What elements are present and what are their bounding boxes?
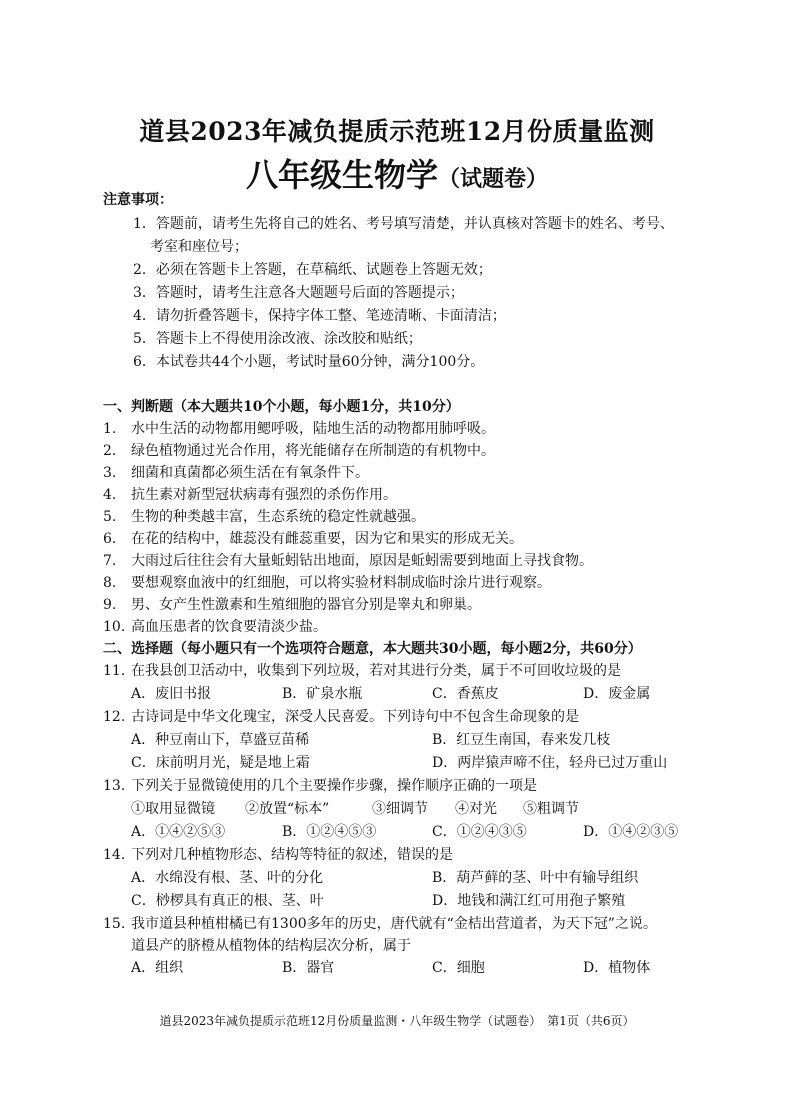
question-text: 下列关于显微镜使用的几个主要操作步骤，操作顺序正确的一项是 <box>131 778 537 794</box>
option-a: A．水绵没有根、茎、叶的分化 <box>131 870 324 886</box>
note-item: 3．答题时，请考生注意各大题题号后面的答题提示； <box>133 285 464 301</box>
question-number: 1. <box>103 421 117 437</box>
question <box>103 845 453 865</box>
question <box>103 507 425 527</box>
question <box>103 485 397 505</box>
question <box>103 529 523 549</box>
note-item: 4．请勿折叠答题卡，保持字体工整、笔迹清晰、卡面清洁； <box>133 308 506 324</box>
note-item: 考室和座位号； <box>150 239 248 255</box>
question-number: 5. <box>103 509 117 525</box>
option-a: A．①④②⑤③ <box>131 824 226 840</box>
option-c: C．细胞 <box>432 960 485 976</box>
option-c: C．桫椤具有真正的根、茎、叶 <box>131 893 324 909</box>
question-number: 13. <box>103 778 126 794</box>
step: ③细调节 <box>372 801 428 817</box>
note-item: 6．本试卷共44个小题，考试时量60分钟，满分100分。 <box>133 354 485 370</box>
option-d: D．①④②③⑤ <box>583 824 679 840</box>
option-b: B．葫芦藓的茎、叶中有输导组织 <box>432 870 639 886</box>
question-text: 抗生素对新型冠状病毒有强烈的杀伤作用。 <box>131 487 397 503</box>
question <box>103 776 537 796</box>
question-text: 细菌和真菌都必须生活在有氧条件下。 <box>131 465 369 481</box>
step: ⑤粗调节 <box>523 801 579 817</box>
question-text: 高血压患者的饮食要清淡少盐。 <box>131 619 327 635</box>
exam-title: 道县2023年减负提质示范班12月份质量监测 <box>139 117 655 146</box>
note-item: 1．答题前，请考生先将自己的姓名、考号填写清楚，并认真核对答题卡的姓名、考号、 <box>133 216 674 232</box>
question-number: 11. <box>103 663 126 679</box>
option-b: B．红豆生南国，春来发几枝 <box>432 732 611 748</box>
question-number: 9. <box>103 597 117 613</box>
step: ②放置“标本” <box>245 801 330 817</box>
question <box>103 551 593 571</box>
question <box>103 707 579 727</box>
option-b: B．矿泉水瓶 <box>282 686 363 702</box>
subject-name: 八年级生物学 <box>245 156 438 194</box>
question-text: 下列对几种植物形态、结构等特征的叙述，错误的是 <box>131 847 453 863</box>
question <box>103 419 495 439</box>
question-number: 10. <box>103 619 126 635</box>
section-heading: 一、判断题（本大题共10个小题，每小题1分，共10分） <box>103 399 460 415</box>
question-text: 男、女产生性激素和生殖细胞的器官分别是睾丸和卵巢。 <box>131 597 481 613</box>
option-a: A．废旧书报 <box>131 686 212 702</box>
question-number: 8. <box>103 575 117 591</box>
question-number: 2. <box>103 443 117 459</box>
notes-heading: 注意事项： <box>103 192 173 208</box>
option-d: D．废金属 <box>583 686 651 702</box>
question-text: 古诗词是中华文化瑰宝，深受人民喜爱。下列诗句中不包含生命现象的是 <box>131 709 579 725</box>
question-text: 大雨过后往往会有大量蚯蚓钻出地面，原因是蚯蚓需要到地面上寻找食物。 <box>131 553 593 569</box>
question <box>103 595 481 615</box>
question-text: 我市道县种植柑橘已有1300多年的历史，唐代就有“金桔出营道者，为天下冠”之说。 <box>131 916 657 932</box>
paper-type: （试题卷） <box>438 166 549 192</box>
option-b: B．①②④⑤③ <box>282 824 377 840</box>
note-item: 2．必须在答题卡上答题，在草稿纸、试题卷上答题无效； <box>133 262 492 278</box>
question <box>103 573 551 593</box>
option-a: A．组织 <box>131 960 184 976</box>
question-number: 12. <box>103 709 126 725</box>
question-text: 生物的种类越丰富，生态系统的稳定性就越强。 <box>131 509 425 525</box>
option-c: C．床前明月光，疑是地上霜 <box>131 755 310 771</box>
question <box>103 617 327 637</box>
question <box>103 441 495 461</box>
question-text: 在花的结构中，雄蕊没有雌蕊重要，因为它和果实的形成无关。 <box>131 531 523 547</box>
option-c: C．香蕉皮 <box>432 686 499 702</box>
option-b: B．器官 <box>282 960 335 976</box>
step: ①取用显微镜 <box>131 801 215 817</box>
question <box>103 914 657 934</box>
question-number: 7. <box>103 553 117 569</box>
question-text: 水中生活的动物都用鳃呼吸，陆地生活的动物都用肺呼吸。 <box>131 421 495 437</box>
step: ④对光 <box>455 801 497 817</box>
question-number: 14. <box>103 847 126 863</box>
question-number: 6. <box>103 531 117 547</box>
question-text: 绿色植物通过光合作用，将光能储存在所制造的有机物中。 <box>131 443 495 459</box>
question-number: 3. <box>103 465 117 481</box>
question <box>103 661 621 681</box>
option-c: C．①②④③⑤ <box>432 824 527 840</box>
question-number: 15. <box>103 916 126 932</box>
question-text: 在我县创卫活动中，收集到下列垃圾，若对其进行分类，属于不可回收垃圾的是 <box>131 663 621 679</box>
option-d: D．地钱和满江红可用孢子繁殖 <box>432 893 626 909</box>
option-d: D．植物体 <box>583 960 651 976</box>
option-d: D．两岸猿声啼不住，轻舟已过万重山 <box>432 755 668 771</box>
note-item: 5．答题卡上不得使用涂改液、涂改胶和贴纸； <box>133 331 422 347</box>
question-text-continued: 道县产的脐橙从植物体的结构层次分析，属于 <box>131 938 411 954</box>
option-a: A．种豆南山下，草盛豆苗稀 <box>131 732 310 748</box>
question-number: 4. <box>103 487 117 503</box>
page-footer: 道县2023年减负提质示范班12月份质量监测・八年级生物学（试题卷） 第1页（共6页） <box>159 1014 635 1028</box>
question <box>103 463 369 483</box>
question-text: 要想观察血液中的红细胞，可以将实验材料制成临时涂片进行观察。 <box>131 575 551 591</box>
section-heading: 二、选择题（每小题只有一个选项符合题意，本大题共30小题，每小题2分，共60分） <box>103 641 642 657</box>
